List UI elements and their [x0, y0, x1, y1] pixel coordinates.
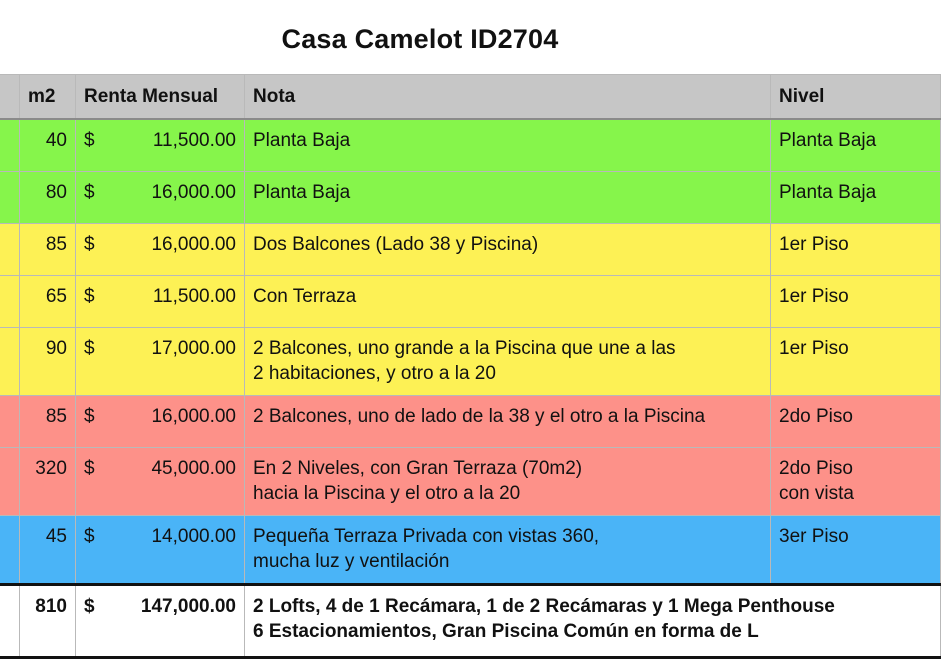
table-row — [0, 276, 941, 328]
m2-cell[interactable]: 80 — [20, 172, 76, 224]
currency-symbol: $ — [84, 406, 95, 427]
nivel-line: 2do Piso — [779, 458, 853, 479]
header-tipo[interactable] — [0, 75, 20, 120]
nivel-line: con vista — [779, 483, 854, 504]
tipo-cell[interactable] — [0, 224, 20, 276]
total-nota-cell[interactable] — [245, 585, 941, 658]
renta-value: 16,000.00 — [151, 406, 236, 427]
m2-cell[interactable]: 45 — [20, 516, 76, 585]
total-row — [0, 585, 941, 658]
header-nota[interactable]: Nota — [245, 75, 771, 120]
nivel-line: 3er Piso — [779, 526, 849, 547]
nota-line: Planta Baja — [253, 130, 351, 151]
sheet-title: Casa Camelot ID2704 — [281, 24, 559, 54]
total-nota-line: 6 Estacionamientos, Gran Piscina Común en forma de L — [253, 621, 759, 642]
total-renta-cell[interactable] — [76, 585, 245, 658]
rental-table — [0, 74, 941, 659]
nota-line: Dos Balcones (Lado 38 y Piscina) — [253, 234, 539, 255]
currency-symbol: $ — [84, 182, 95, 203]
nivel-cell[interactable] — [771, 328, 941, 396]
nota-cell[interactable] — [245, 328, 771, 396]
renta-value: 16,000.00 — [151, 182, 236, 203]
renta-cell[interactable] — [76, 119, 245, 172]
nivel-line: 2do Piso — [779, 406, 853, 427]
renta-wrap — [84, 336, 236, 361]
nota-line: 2 Balcones, uno grande a la Piscina que une a las — [253, 338, 676, 359]
renta-cell[interactable] — [76, 172, 245, 224]
nota-cell[interactable] — [245, 448, 771, 516]
tipo-cell[interactable] — [0, 328, 20, 396]
nota-line: 2 Balcones, uno de lado de la 38 y el otro a la Piscina — [253, 406, 706, 427]
renta-cell[interactable] — [76, 328, 245, 396]
tipo-cell[interactable] — [0, 516, 20, 585]
nota-line: En 2 Niveles, con Gran Terraza (70m2) — [253, 458, 583, 479]
m2-cell[interactable]: 85 — [20, 396, 76, 448]
nota-cell[interactable] — [245, 172, 771, 224]
nivel-line: 1er Piso — [779, 338, 849, 359]
renta-wrap — [84, 524, 236, 549]
header-m2[interactable]: m2 — [20, 75, 76, 120]
total-renta-value: 147,000.00 — [140, 596, 236, 617]
renta-value: 11,500.00 — [152, 130, 236, 151]
tipo-cell[interactable] — [0, 119, 20, 172]
renta-value: 14,000.00 — [151, 526, 236, 547]
nota-line: hacia la Piscina y el otro a la 20 — [253, 483, 521, 504]
renta-wrap — [84, 456, 236, 481]
currency-symbol: $ — [84, 458, 95, 479]
renta-value: 16,000.00 — [151, 234, 236, 255]
nota-cell[interactable] — [245, 396, 771, 448]
nivel-line: 1er Piso — [779, 234, 849, 255]
renta-wrap — [84, 180, 236, 205]
total-tipo-cell[interactable] — [0, 585, 20, 658]
nivel-cell[interactable] — [771, 516, 941, 585]
m2-cell[interactable]: 90 — [20, 328, 76, 396]
renta-cell[interactable] — [76, 516, 245, 585]
renta-wrap — [84, 404, 236, 429]
total-nota-line: 2 Lofts, 4 de 1 Recámara, 1 de 2 Recámaras y 1 Mega Penthouse — [253, 596, 835, 617]
nivel-line: Planta Baja — [779, 130, 877, 151]
nivel-cell[interactable] — [771, 172, 941, 224]
nivel-cell[interactable] — [771, 224, 941, 276]
currency-symbol: $ — [84, 596, 95, 617]
total-m2-cell[interactable]: 810 — [20, 585, 76, 658]
header-nivel[interactable]: Nivel — [771, 75, 941, 120]
m2-cell[interactable]: 320 — [20, 448, 76, 516]
currency-symbol: $ — [84, 234, 95, 255]
m2-cell[interactable]: 65 — [20, 276, 76, 328]
renta-value: 45,000.00 — [151, 458, 236, 479]
table-row — [0, 119, 941, 172]
nivel-cell[interactable] — [771, 276, 941, 328]
header-renta[interactable]: Renta Mensual — [76, 75, 245, 120]
currency-symbol: $ — [84, 130, 95, 151]
currency-symbol: $ — [84, 526, 95, 547]
table-row — [0, 328, 941, 396]
nota-line: 2 habitaciones, y otro a la 20 — [253, 363, 496, 384]
nota-cell[interactable] — [245, 276, 771, 328]
currency-symbol: $ — [84, 338, 95, 359]
renta-cell[interactable] — [76, 396, 245, 448]
currency-symbol: $ — [84, 286, 95, 307]
nota-line: mucha luz y ventilación — [253, 551, 450, 572]
nota-cell[interactable] — [245, 119, 771, 172]
renta-cell[interactable] — [76, 224, 245, 276]
nota-line: Con Terraza — [253, 286, 357, 307]
renta-value: 17,000.00 — [151, 338, 236, 359]
nota-cell[interactable] — [245, 516, 771, 585]
tipo-cell[interactable] — [0, 396, 20, 448]
tipo-cell[interactable] — [0, 448, 20, 516]
nivel-cell[interactable] — [771, 119, 941, 172]
nota-line: Planta Baja — [253, 182, 351, 203]
table-row — [0, 448, 941, 516]
nivel-line: Planta Baja — [779, 182, 877, 203]
renta-cell[interactable] — [76, 276, 245, 328]
renta-wrap — [84, 128, 236, 153]
nivel-cell[interactable] — [771, 396, 941, 448]
table-row — [0, 396, 941, 448]
nota-line: Pequeña Terraza Privada con vistas 360, — [253, 526, 600, 547]
nota-cell[interactable] — [245, 224, 771, 276]
renta-wrap — [84, 284, 236, 309]
nivel-cell[interactable] — [771, 448, 941, 516]
tipo-cell[interactable] — [0, 172, 20, 224]
m2-cell[interactable]: 40 — [20, 119, 76, 172]
tipo-cell[interactable] — [0, 276, 20, 328]
table-row — [0, 516, 941, 585]
table-row — [0, 224, 941, 276]
renta-cell[interactable] — [76, 448, 245, 516]
renta-value: 11,500.00 — [152, 286, 236, 307]
table-row — [0, 172, 941, 224]
nivel-line: 1er Piso — [779, 286, 849, 307]
renta-wrap — [84, 232, 236, 257]
m2-cell[interactable]: 85 — [20, 224, 76, 276]
header-row — [0, 75, 941, 120]
